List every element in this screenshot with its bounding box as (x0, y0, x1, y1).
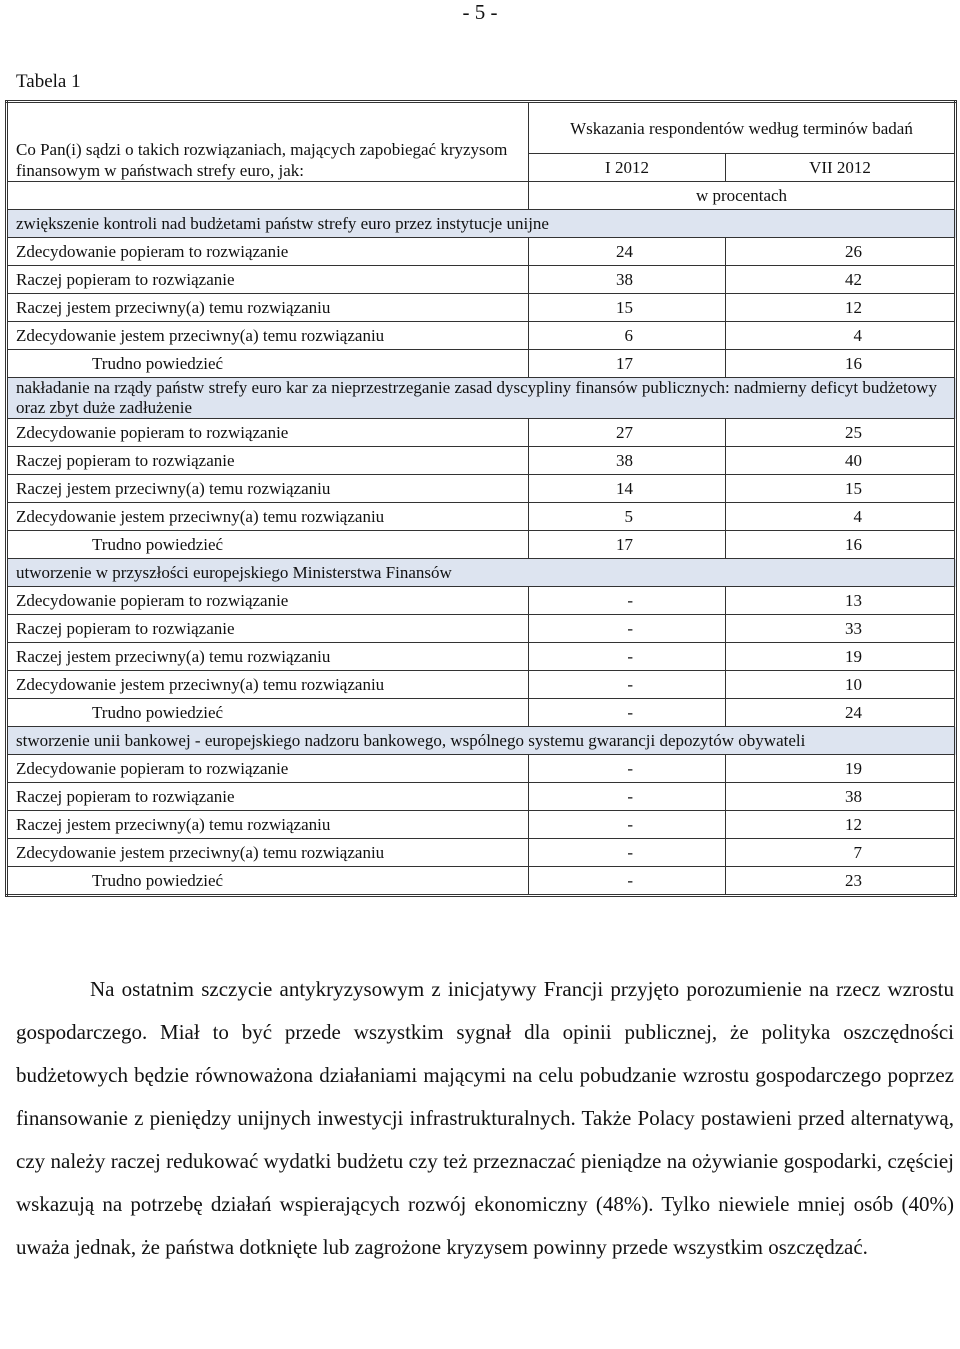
section-row (7, 559, 956, 587)
value-vii-2012: 40 (726, 447, 956, 475)
section-title: stworzenie unii bankowej - europejskiego nadzoru bankowego, wspólnego systemu gwarancji depozytów obywateli (7, 727, 956, 755)
answer-label: Zdecydowanie jestem przeciwny(a) temu rozwiązaniu (7, 839, 529, 867)
answer-label: Raczej popieram to rozwiązanie (7, 615, 529, 643)
value-i-2012: 5 (529, 503, 726, 531)
table-row (7, 643, 956, 671)
header-row-unit (7, 182, 956, 210)
value-vii-2012: 7 (726, 839, 956, 867)
answer-label: Zdecydowanie jestem przeciwny(a) temu rozwiązaniu (7, 671, 529, 699)
answer-label: Zdecydowanie popieram to rozwiązanie (7, 755, 529, 783)
table-row (7, 699, 956, 727)
table-row (7, 503, 956, 531)
table-row (7, 294, 956, 322)
value-i-2012: 6 (529, 322, 726, 350)
answer-label: Zdecydowanie jestem przeciwny(a) temu rozwiązaniu (7, 322, 529, 350)
unit-spacer (7, 182, 529, 210)
value-vii-2012: 16 (726, 350, 956, 378)
table-row (7, 447, 956, 475)
table-body (7, 102, 956, 896)
answer-label: Trudno powiedzieć (7, 867, 529, 896)
section-title: nakładanie na rządy państw strefy euro kar za nieprzestrzeganie zasad dyscypliny finansów publicznych: nadmierny deficyt budżetowy oraz zbyt duże zadłużenie (7, 378, 956, 419)
group-header: Wskazania respondentów według terminów badań (529, 102, 956, 154)
table-row (7, 615, 956, 643)
unit-label: w procentach (529, 182, 956, 210)
question-header: Co Pan(i) sądzi o takich rozwiązaniach, mających zapobiegać kryzysom finansowym w państwach strefy euro, jak: (7, 102, 529, 182)
value-i-2012: - (529, 783, 726, 811)
value-i-2012: 17 (529, 531, 726, 559)
value-vii-2012: 19 (726, 755, 956, 783)
value-vii-2012: 23 (726, 867, 956, 896)
header-row-group (7, 102, 956, 154)
value-i-2012: - (529, 755, 726, 783)
value-vii-2012: 4 (726, 503, 956, 531)
value-vii-2012: 12 (726, 811, 956, 839)
value-i-2012: - (529, 643, 726, 671)
table-row (7, 266, 956, 294)
answer-label: Zdecydowanie jestem przeciwny(a) temu rozwiązaniu (7, 503, 529, 531)
answer-label: Raczej jestem przeciwny(a) temu rozwiązaniu (7, 294, 529, 322)
value-i-2012: 38 (529, 447, 726, 475)
section-row (7, 378, 956, 419)
value-vii-2012: 10 (726, 671, 956, 699)
value-i-2012: 27 (529, 419, 726, 447)
value-vii-2012: 12 (726, 294, 956, 322)
table-row (7, 531, 956, 559)
value-i-2012: 38 (529, 266, 726, 294)
table-row (7, 587, 956, 615)
value-i-2012: 15 (529, 294, 726, 322)
value-i-2012: 24 (529, 238, 726, 266)
body-paragraph: Na ostatnim szczycie antykryzysowym z inicjatywy Francji przyjęto porozumienie na rzecz wzrostu gospodarczego. Miał to być przede wszystkim sygnał dla opinii publicznej, że polityka oszczędności budżetowych będzie równoważona działaniami mającymi na celu pobudzanie wzrostu gospodarczego poprzez finansowanie z pieniędzy unijnych inwestycji infrastrukturalnych. Także Polacy postawieni przed alternatywą, czy należy raczej redukować wydatki budżetu czy też przeznaczać pieniądze na ożywianie gospodarki, częściej wskazują na potrzebę działań wspierających rozwój ekonomiczny (48%). Tylko niewiele mniej osób (40%) uważa jednak, że państwa dotknięte lub zagrożone kryzysem powinny przede wszystkim oszczędzać. (16, 977, 954, 1259)
value-vii-2012: 24 (726, 699, 956, 727)
value-i-2012: - (529, 699, 726, 727)
value-vii-2012: 4 (726, 322, 956, 350)
value-i-2012: 17 (529, 350, 726, 378)
answer-label: Raczej popieram to rozwiązanie (7, 783, 529, 811)
table-row (7, 783, 956, 811)
section-title: utworzenie w przyszłości europejskiego Ministerstwa Finansów (7, 559, 956, 587)
table-row (7, 238, 956, 266)
section-row (7, 727, 956, 755)
value-vii-2012: 33 (726, 615, 956, 643)
value-i-2012: - (529, 839, 726, 867)
answer-label: Zdecydowanie popieram to rozwiązanie (7, 238, 529, 266)
value-vii-2012: 13 (726, 587, 956, 615)
value-i-2012: - (529, 811, 726, 839)
answer-label: Trudno powiedzieć (7, 531, 529, 559)
column-header-vii-2012: VII 2012 (726, 154, 956, 182)
answer-label: Raczej jestem przeciwny(a) temu rozwiązaniu (7, 643, 529, 671)
value-vii-2012: 38 (726, 783, 956, 811)
section-title: zwiększenie kontroli nad budżetami państw strefy euro przez instytucje unijne (7, 210, 956, 238)
value-vii-2012: 15 (726, 475, 956, 503)
value-vii-2012: 25 (726, 419, 956, 447)
section-row (7, 210, 956, 238)
body-paragraph-block (16, 968, 954, 1269)
table-row (7, 350, 956, 378)
table-row (7, 322, 956, 350)
answer-label: Zdecydowanie popieram to rozwiązanie (7, 419, 529, 447)
answer-label: Zdecydowanie popieram to rozwiązanie (7, 587, 529, 615)
value-i-2012: - (529, 671, 726, 699)
value-vii-2012: 16 (726, 531, 956, 559)
answer-label: Raczej popieram to rozwiązanie (7, 447, 529, 475)
answer-label: Raczej jestem przeciwny(a) temu rozwiązaniu (7, 811, 529, 839)
column-header-i-2012: I 2012 (529, 154, 726, 182)
table-label: Tabela 1 (16, 71, 81, 92)
value-vii-2012: 19 (726, 643, 956, 671)
answer-label: Trudno powiedzieć (7, 350, 529, 378)
value-i-2012: - (529, 587, 726, 615)
table-row (7, 867, 956, 896)
value-i-2012: - (529, 867, 726, 896)
answer-label: Trudno powiedzieć (7, 699, 529, 727)
table-row (7, 419, 956, 447)
table-row (7, 839, 956, 867)
value-vii-2012: 42 (726, 266, 956, 294)
table-row (7, 755, 956, 783)
table-row (7, 475, 956, 503)
value-i-2012: 14 (529, 475, 726, 503)
answer-label: Raczej jestem przeciwny(a) temu rozwiązaniu (7, 475, 529, 503)
value-i-2012: - (529, 615, 726, 643)
answer-label: Raczej popieram to rozwiązanie (7, 266, 529, 294)
value-vii-2012: 26 (726, 238, 956, 266)
table-row (7, 811, 956, 839)
table-row (7, 671, 956, 699)
survey-table (5, 100, 957, 897)
page-number: - 5 - (462, 0, 498, 24)
